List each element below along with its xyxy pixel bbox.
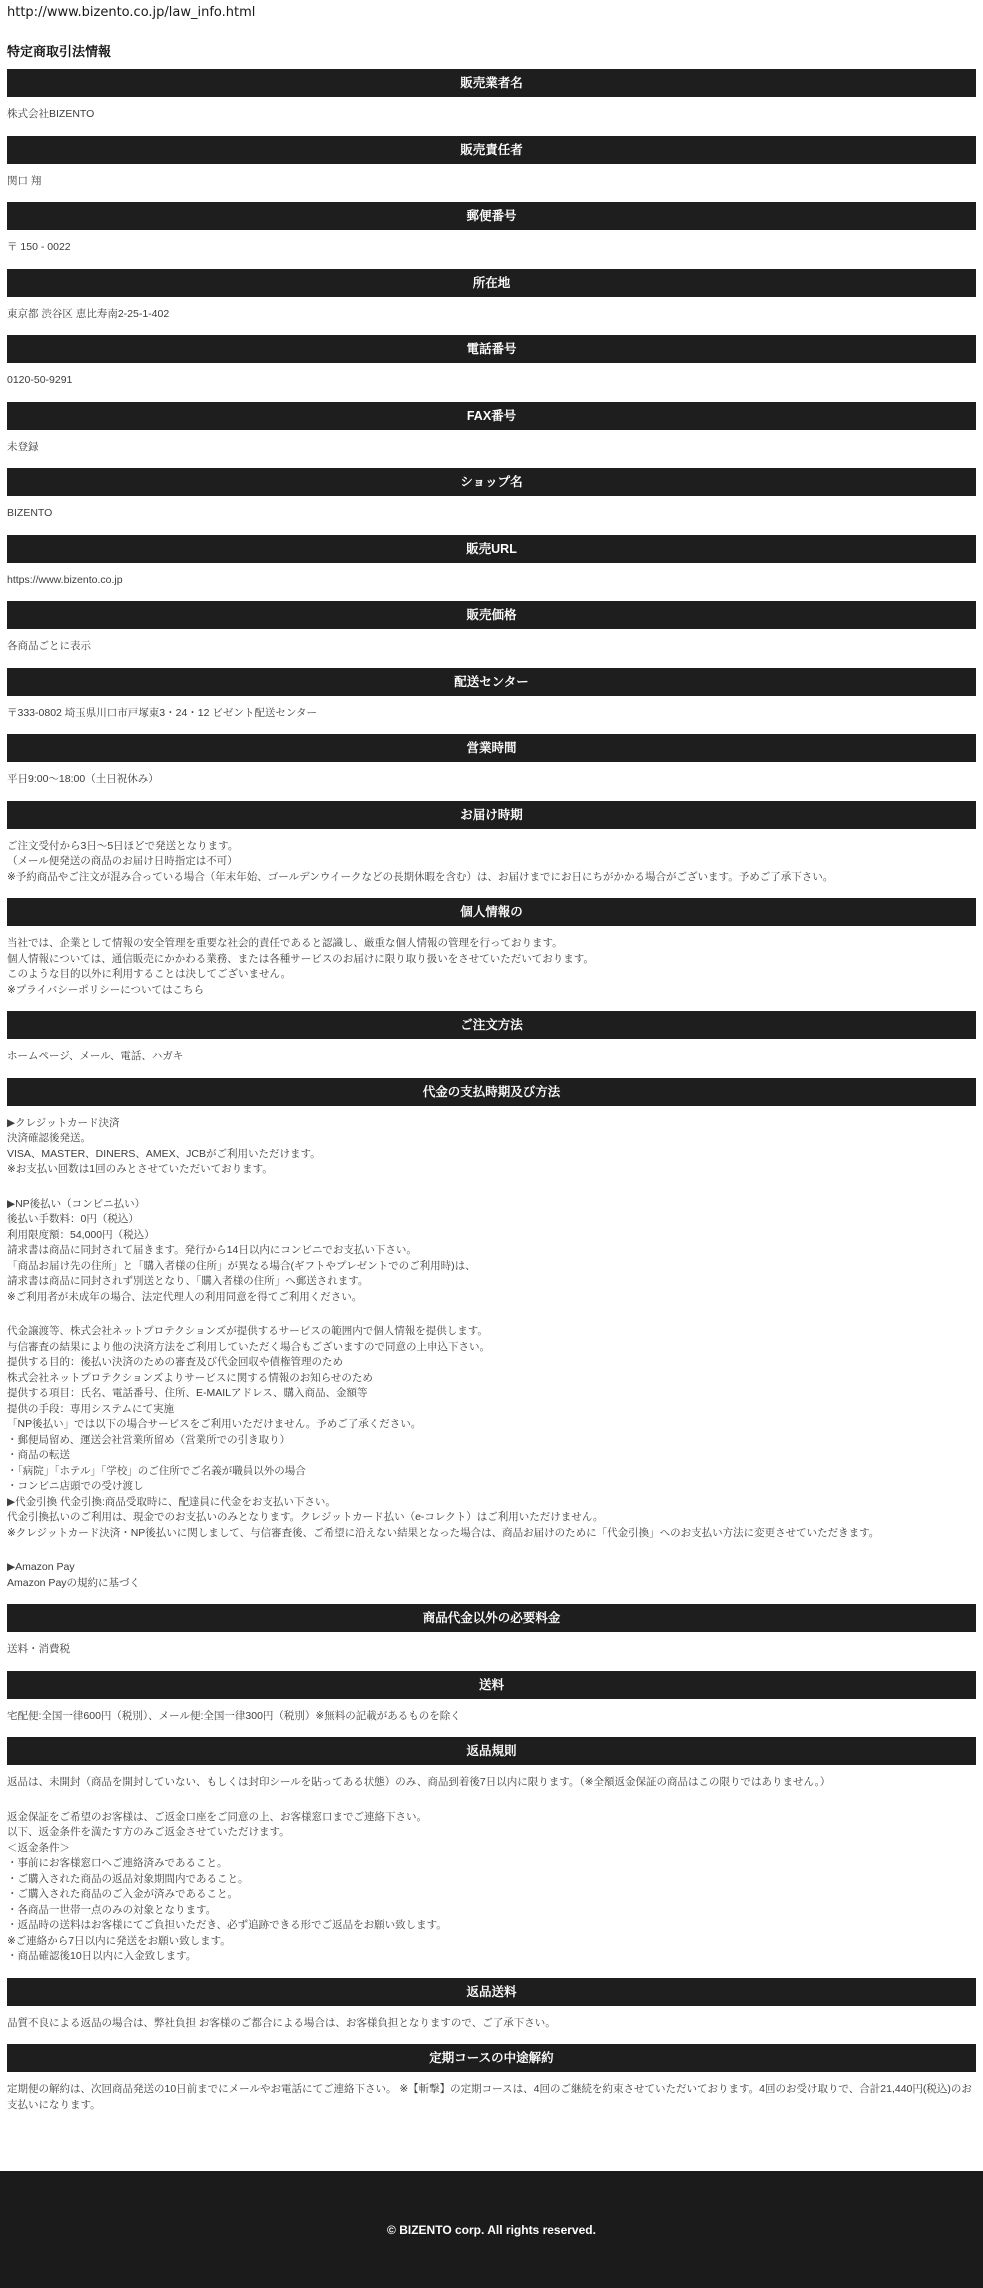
section-content	[7, 839, 976, 886]
section-text-line: ※クレジットカード決済・NP後払いに関しまして、与信審査後、ご希望に沿えない結果となった場合は、商品お届けのために「代金引換」へのお支払い方法に変更させていただきます。	[7, 1526, 880, 1539]
section-content	[7, 1709, 976, 1725]
section-text-line: ※お支払い回数は1回のみとさせていただいております。	[7, 1163, 273, 1175]
law-section	[7, 801, 976, 886]
law-section	[7, 734, 976, 788]
section-text-line: 東京都 渋谷区 恵比寿南2-25-1-402	[7, 307, 170, 320]
sales-url-link[interactable]: https://www.bizento.co.jp	[7, 573, 123, 586]
section-header-bar: お届け時期	[7, 801, 976, 829]
section-text-line: 以下、返金条件を満たす方のみご返金させていただけます。	[7, 1826, 290, 1838]
section-content	[7, 2082, 976, 2113]
page-url-text: http://www.bizento.co.jp/law_info.html	[7, 5, 256, 20]
section-header-bar: 販売責任者	[7, 136, 976, 164]
section-text-line: ※ご利用者が未成年の場合、法定代理人の利用同意を得てご利用ください。	[7, 1290, 363, 1303]
section-text-line: ▶NP後払い（コンビニ払い）	[7, 1197, 146, 1210]
section-text-line: ・返品時の送料はお客様にてご負担いただき、必ず追跡できる形でご返品をお願い致します。	[7, 1919, 447, 1931]
section-header-bar: 電話番号	[7, 335, 976, 363]
section-text-line: ・商品の転送	[7, 1449, 70, 1461]
section-text-line: ※ご連絡から7日以内に発送をお願い致します。	[7, 1934, 231, 1947]
law-section	[7, 668, 976, 722]
blank-line	[7, 1541, 976, 1560]
section-header-bar: ショップ名	[7, 468, 976, 496]
section-text-line: 〒 150 - 0022	[7, 241, 71, 253]
section-text-line: 個人情報については、通信販売にかかわる業務、または各種サービスのお届けに限り取り扱いをさせていただいております。	[7, 952, 594, 965]
privacy-policy-link[interactable]: ※プライバシーポリシーについてはこちら	[7, 983, 205, 996]
law-section	[7, 535, 976, 589]
section-text-line: 請求書は商品に同封されて届きます。発行から14日以内にコンビニでお支払い下さい。	[7, 1244, 417, 1256]
section-header-bar: 営業時間	[7, 734, 976, 762]
section-text-line: ・商品確認後10日以内に入金致します。	[7, 1950, 197, 1962]
section-text-line: 当社では、企業として情報の安全管理を重要な社会的責任であると認識し、厳重な個人情報の管理を行っております。	[7, 937, 563, 949]
section-text-line: 0120-50-9291	[7, 374, 73, 386]
section-text-line: Amazon Payの規約に基づく	[7, 1576, 141, 1589]
section-header-bar: 配送センター	[7, 668, 976, 696]
section-header-bar: 個人情報の	[7, 898, 976, 926]
law-section	[7, 69, 976, 123]
section-text-line: （メール便発送の商品のお届け日時指定は不可）	[7, 855, 238, 867]
law-section	[7, 1011, 976, 1065]
section-text-line: BIZENTO	[7, 507, 53, 519]
section-text-line: ・ご購入された商品のご入金が済みであること。	[7, 1888, 238, 1900]
law-info-sections	[7, 69, 976, 2113]
section-content	[7, 307, 976, 323]
section-text-line: 提供の手段：専用システムにて実施	[7, 1402, 174, 1415]
copyright-text: © BIZENTO corp. All rights reserved.	[387, 2222, 596, 2237]
section-text-line: 提供する項目：氏名、電話番号、住所、E-MAILアドレス、購入商品、金額等	[7, 1387, 368, 1399]
section-text-line: ＜返金条件＞	[7, 1841, 70, 1854]
section-text-line: 代金引換払いのご利用は、現金でのお支払いのみとなります。クレジットカード払い（e-コレクト）はご利用いただけません。	[7, 1511, 604, 1523]
section-text-line: ・ご購入された商品の返品対象期間内であること。	[7, 1872, 249, 1885]
law-section	[7, 2044, 976, 2113]
section-content	[7, 573, 976, 589]
section-text-line: ・郵便局留め、運送会社営業所留め（営業所での引き取り）	[7, 1433, 291, 1446]
law-section	[7, 1737, 976, 1965]
section-header-bar: 送料	[7, 1671, 976, 1699]
section-content	[7, 1642, 976, 1658]
section-content	[7, 772, 976, 788]
law-section	[7, 1978, 976, 2032]
section-content	[7, 107, 976, 123]
law-section	[7, 1604, 976, 1658]
section-text-line: 送料・消費税	[7, 1643, 70, 1655]
section-text-line: 「NP後払い」では以下の場合サービスをご利用いただけません。予めご了承ください。	[7, 1418, 422, 1430]
section-text-line: 〒333-0802 埼玉県川口市戸塚東3・24・12 ビゼント配送センター	[7, 706, 317, 719]
section-text-line: 返金保証をご希望のお客様は、ご返金口座をご同意の上、お客様窓口までご連絡下さい。	[7, 1810, 427, 1823]
section-header-bar: 所在地	[7, 269, 976, 297]
law-section	[7, 1671, 976, 1725]
section-header-bar: 商品代金以外の必要料金	[7, 1604, 976, 1632]
section-content	[7, 373, 976, 389]
section-content	[7, 1775, 976, 1965]
section-header-bar: 販売URL	[7, 535, 976, 563]
blank-line	[7, 1791, 976, 1810]
section-text-line: ・事前にお客様窓口へご連絡済みであること。	[7, 1857, 228, 1869]
section-text-line: VISA、MASTER、DINERS、AMEX、JCBがご利用いただけます。	[7, 1147, 321, 1160]
section-content	[7, 174, 976, 190]
section-text-line: 「商品お届け先の住所」と「購入者様の住所」が異なる場合(ギフトやプレゼントでのご利用時)は、	[7, 1259, 476, 1272]
law-section	[7, 202, 976, 256]
section-text-line: 与信審査の結果により他の決済方法をご利用していただく場合もございますので同意の上申込下さい。	[7, 1340, 490, 1353]
section-text-line: ご注文受付から3日～5日ほどで発送となります。	[7, 839, 239, 852]
section-content	[7, 1049, 976, 1065]
section-header-bar: 販売業者名	[7, 69, 976, 97]
section-content	[7, 506, 976, 522]
section-content	[7, 639, 976, 655]
section-text-line: 関口 翔	[7, 174, 42, 187]
section-header-bar: 郵便番号	[7, 202, 976, 230]
law-section	[7, 269, 976, 323]
law-section	[7, 601, 976, 655]
section-text-line: 利用限度額：54,000円（税込）	[7, 1228, 155, 1241]
section-content	[7, 706, 976, 722]
section-content	[7, 440, 976, 456]
blank-line	[7, 1178, 976, 1197]
section-text-line: ▶クレジットカード決済	[7, 1116, 120, 1129]
section-text-line: 未登録	[7, 440, 39, 453]
section-content	[7, 1116, 976, 1592]
section-text-line: ホームページ、メール、電話、ハガキ	[7, 1050, 184, 1062]
section-text-line: ▶代金引換 代金引換:商品受取時に、配達員に代金をお支払い下さい。	[7, 1495, 336, 1508]
law-section	[7, 1078, 976, 1592]
section-text-line: 決済確認後発送。	[7, 1132, 91, 1144]
section-text-line: 宅配便:全国一律600円（税別）、メール便:全国一律300円（税別）※無料の記載があるものを除く	[7, 1709, 461, 1722]
section-header-bar: 定期コースの中途解約	[7, 2044, 976, 2072]
section-header-bar: 代金の支払時期及び方法	[7, 1078, 976, 1106]
section-text-line: ・各商品一世帯一点のみの対象となります。	[7, 1903, 217, 1916]
section-text-line: 請求書は商品に同封されず別送となり、「購入者様の住所」へ郵送されます。	[7, 1275, 369, 1287]
blank-line	[7, 1305, 976, 1324]
page-footer	[0, 2171, 983, 2288]
section-text-line: ・コンビニ店頭での受け渡し	[7, 1480, 144, 1492]
section-text-line: 後払い手数料：0円（税込）	[7, 1213, 139, 1225]
section-text-line: 返品は、未開封（商品を開封していない、もしくは封印シールを貼ってある状態）のみ、商品到着後7日以内に限ります。（※全額返金保証の商品はこの限りではありません。）	[7, 1776, 831, 1788]
section-text-line: 品質不良による返品の場合は、弊社負担 お客様のご都合による場合は、お客様負担となりますので、ご了承下さい。	[7, 2016, 556, 2029]
section-header-bar: 返品送料	[7, 1978, 976, 2006]
law-section	[7, 335, 976, 389]
section-content	[7, 936, 976, 998]
law-section	[7, 136, 976, 190]
section-text-line: 平日9:00〜18:00（土日祝休み）	[7, 773, 159, 785]
section-header-bar: FAX番号	[7, 402, 976, 430]
law-section	[7, 468, 976, 522]
section-content	[7, 2016, 976, 2032]
page-title: 特定商取引法情報	[7, 44, 112, 59]
law-section	[7, 402, 976, 456]
section-text-line: 各商品ごとに表示	[7, 640, 91, 652]
section-text-line: 株式会社ネットプロテクションズよりサービスに関する情報のお知らせのため	[7, 1371, 373, 1384]
section-text-line: 提供する目的：後払い決済のための審査及び代金回収や債権管理のため	[7, 1356, 343, 1368]
law-section	[7, 898, 976, 998]
section-text-line: ※予約商品やご注文が混み合っている場合（年末年始、ゴールデンウイークなどの長期休暇を含む）は、お届けまでにお日にちがかかる場合がございます。予めご了承下さい。	[7, 870, 834, 883]
section-header-bar: ご注文方法	[7, 1011, 976, 1039]
section-text-line: このような目的以外に利用することは決してございません。	[7, 968, 292, 980]
section-text-line: ・「病院」「ホテル」「学校」のご住所でご名義が職員以外の場合	[7, 1464, 306, 1477]
section-header-bar: 販売価格	[7, 601, 976, 629]
section-header-bar: 返品規則	[7, 1737, 976, 1765]
section-text-line: 代金譲渡等、株式会社ネットプロテクションズが提供するサービスの範囲内で個人情報を提供します。	[7, 1325, 488, 1337]
section-text-line: ▶Amazon Pay	[7, 1561, 75, 1573]
section-text-line: 定期便の解約は、次回商品発送の10日前までにメールやお電話にてご連絡下さい。 ※【斬撃】の定期コースは、4回のご継続を約束させていただいております。4回のお受け取りで、合計21,440円(税込)のお支払いになります。	[7, 2083, 972, 2111]
section-content	[7, 240, 976, 256]
section-text-line: 株式会社BIZENTO	[7, 108, 95, 120]
